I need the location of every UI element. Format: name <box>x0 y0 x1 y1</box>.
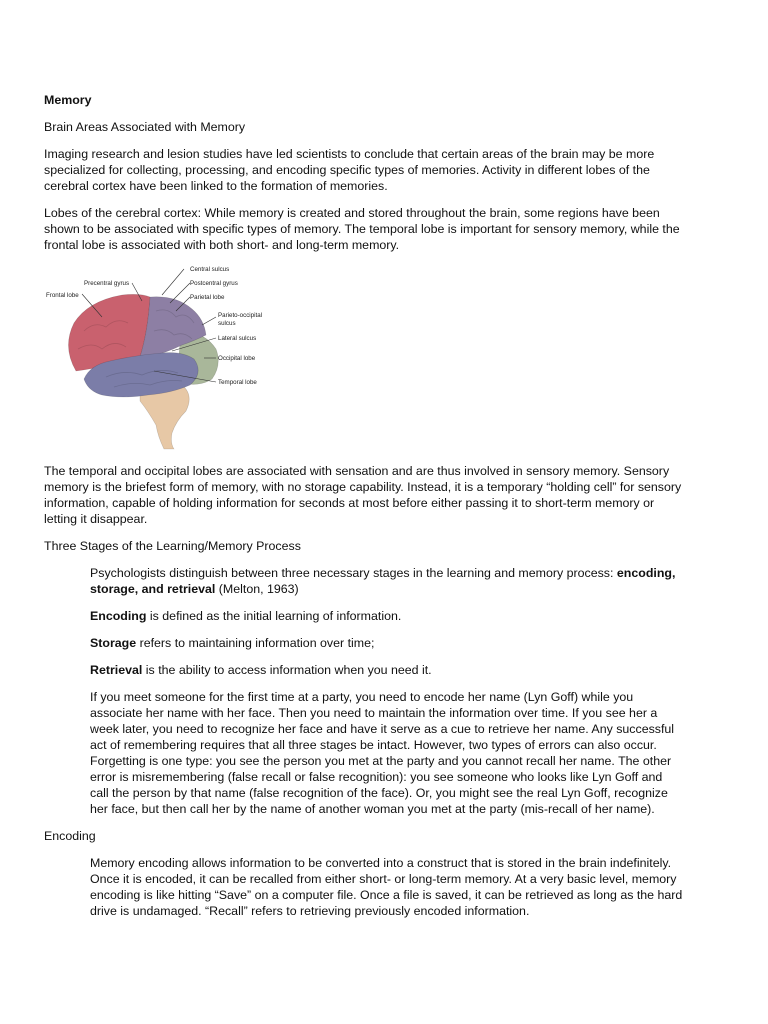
definition-encoding <box>90 608 684 624</box>
label-postcentral-gyrus: Postcentral gyrus <box>190 280 238 287</box>
brain-diagram <box>44 261 284 451</box>
definition-retrieval <box>90 662 684 678</box>
definition-storage <box>90 635 684 651</box>
label-parieto-occipital-2: sulcus <box>218 320 236 327</box>
brain-lobes-figure <box>44 261 284 451</box>
stages-list-bold: encoding, storage, and retrieval <box>90 566 676 596</box>
paragraph-sensory-memory: The temporal and occipital lobes are associated with sensation and are thus involved in sensory memory. Sensory memory is the briefest form of memory, with no storage capability. Instead, it is a temporary “holding cell” for sensory information, capable of holding information for seconds at most before either passing it to short-term memory or letting it disappear. <box>44 464 682 526</box>
label-parieto-occipital-1: Parieto-occipital <box>218 312 263 319</box>
label-lateral-sulcus: Lateral sulcus <box>218 335 257 342</box>
term-retrieval: Retrieval <box>90 663 143 677</box>
stages-block <box>90 565 684 817</box>
label-occipital-lobe: Occipital lobe <box>218 355 256 362</box>
term-storage: Storage <box>90 636 137 650</box>
label-frontal-lobe: Frontal lobe <box>46 292 79 299</box>
section-heading-brain-areas: Brain Areas Associated with Memory <box>44 120 246 134</box>
label-parietal-lobe: Parietal lobe <box>190 294 225 301</box>
label-central-sulcus: Central sulcus <box>190 266 230 273</box>
section-heading-three-stages: Three Stages of the Learning/Memory Process <box>44 539 301 553</box>
paragraph-imaging-research: Imaging research and lesion studies have led scientists to conclude that certain areas of the brain may be more specialized for collecting, processing, and encoding specific types of memories. Activity in different lobes of the cerebral cortex have been linked to the formation of memories. <box>44 147 655 193</box>
section-heading-encoding: Encoding <box>44 829 96 843</box>
definition-retrieval-text: is the ability to access information when you need it. <box>142 663 432 677</box>
paragraph-memory-encoding: Memory encoding allows information to be converted into a construct that is stored in the brain indefinitely. Once it is encoded, it can be recalled from either short- or long-term memory. At a very basic level, memory encoding is like hitting “Save” on a computer file. Once a file is saved, it can be retrieved as long as the hard drive is undamaged. “Recall” refers to retrieving previously encoded information. <box>90 856 683 918</box>
term-encoding: Encoding <box>90 609 147 623</box>
stages-intro-text: Psychologists distinguish between three necessary stages in the learning and memory process: <box>90 566 614 580</box>
definition-storage-text: refers to maintaining information over time; <box>136 636 375 650</box>
paragraph-lobes: Lobes of the cerebral cortex: While memory is created and stored throughout the brain, some regions have been shown to be associated with specific types of memory. The temporal lobe is important for sensory memory, while the frontal lobe is associated with both short- and long-term memory. <box>44 206 680 252</box>
encoding-block <box>90 855 684 919</box>
page-title: Memory <box>44 93 92 107</box>
stages-citation: (Melton, 1963) <box>215 582 299 596</box>
paragraph-stages-intro <box>90 565 684 597</box>
document-body <box>44 92 684 930</box>
label-precentral-gyrus: Precentral gyrus <box>84 280 130 287</box>
paragraph-party-example: If you meet someone for the first time at a party, you need to encode her name (Lyn Goff) while you associate her name with her face. Then you need to maintain the information over time. If you see her a week later, you need to recognize her face and have it serve as a cue to retrieve her name. Any successful act of remembering requires that all three stages be intact. However, two types of errors can also occur. Forgetting is one type: you see the person you met at the party and you cannot recall her name. The other error is misremembering (false recall or false recognition): you see someone who looks like Lyn Goff and call the person by that name (false recognition of the face). Or, you might see the real Lyn Goff, recognize her face, but then call her by the name of another woman you met at the party (mis-recall of her name). <box>90 690 675 816</box>
label-temporal-lobe: Temporal lobe <box>218 379 257 386</box>
definition-encoding-text: is defined as the initial learning of information. <box>146 609 402 623</box>
